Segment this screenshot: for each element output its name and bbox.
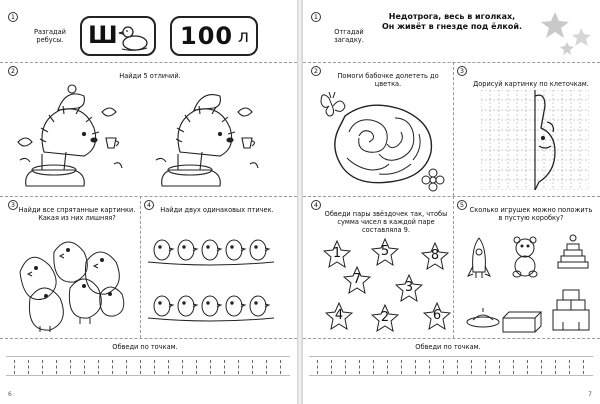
left-page [0,0,297,404]
task-number-2: 2 [311,66,321,76]
task2-text: Помоги бабочке долететь до цветка. [337,72,439,88]
divider [140,196,141,338]
star-number: 5 [380,244,390,259]
riddle-line-2: Он живёт в гнезде под ёлкой. [381,22,522,31]
divider [0,196,297,197]
star-number: 4 [334,308,344,323]
task-number-1: 1 [8,12,18,22]
rebus-suffix: л [238,27,249,47]
task3-text: Дорисуй картинку по клеточкам. [473,80,589,88]
duck-icon [118,24,150,52]
task3-text: Найди все спрятанные картинки. Какая из них лишняя? [18,206,136,222]
divider [0,62,297,63]
stars-decoration-icon [537,8,595,56]
star-number: 7 [352,272,362,287]
toys-picture [463,230,595,334]
star-number: 8 [430,248,440,263]
rebus-letter: Ш [88,21,118,49]
task-number-1: 1 [311,12,321,22]
task-number-4: 4 [311,200,321,210]
star-number: 1 [332,246,342,261]
task2-title: Найди 5 отличий. [119,72,181,80]
riddle-text [377,12,527,32]
tracing-row [309,356,593,376]
birds-on-branches [146,232,276,334]
star-number: 6 [432,308,442,323]
trace-label: Обведи по точкам. [112,343,178,351]
hedgehog-picture-left [14,82,132,192]
rebus-card-1 [80,16,156,56]
hedgehog-picture-right [150,82,268,192]
divider [453,196,454,338]
task-number-5: 5 [457,200,467,210]
star-number: 2 [380,310,390,325]
divider [303,62,600,63]
page-number: 7 [588,391,592,398]
divider [303,338,600,339]
task4-text: Обведи пары звёздочек так, чтобы сумма чисел в каждой паре составляла 9. [324,210,448,234]
star-number: 3 [404,280,414,295]
task-number-2: 2 [8,66,18,76]
task-number-3: 3 [457,66,467,76]
hidden-birds-picture [10,232,136,336]
divider [453,62,454,196]
divider [0,338,297,339]
rebus-label: Разгадай ребусы. [34,28,66,44]
page-number: 6 [8,391,12,398]
grid-drawing [481,90,589,190]
maze-picture [319,88,449,192]
task4-text: Найди двух одинаковых птичек. [160,206,274,214]
right-page [303,0,600,404]
tracing-row [6,356,290,376]
task5-text: Сколько игрушек можно положить в пустую коробку? [469,206,593,222]
divider [303,196,600,197]
trace-label: Обведи по точкам. [415,343,481,351]
riddle-line-1: Недотрога, весь в иголках, [388,12,516,21]
task-number-4: 4 [144,200,154,210]
task-number-3: 3 [8,200,18,210]
riddle-label: Отгадай загадку. [334,28,364,44]
rebus-number: 100 [180,22,234,50]
rebus-card-2 [170,16,258,56]
